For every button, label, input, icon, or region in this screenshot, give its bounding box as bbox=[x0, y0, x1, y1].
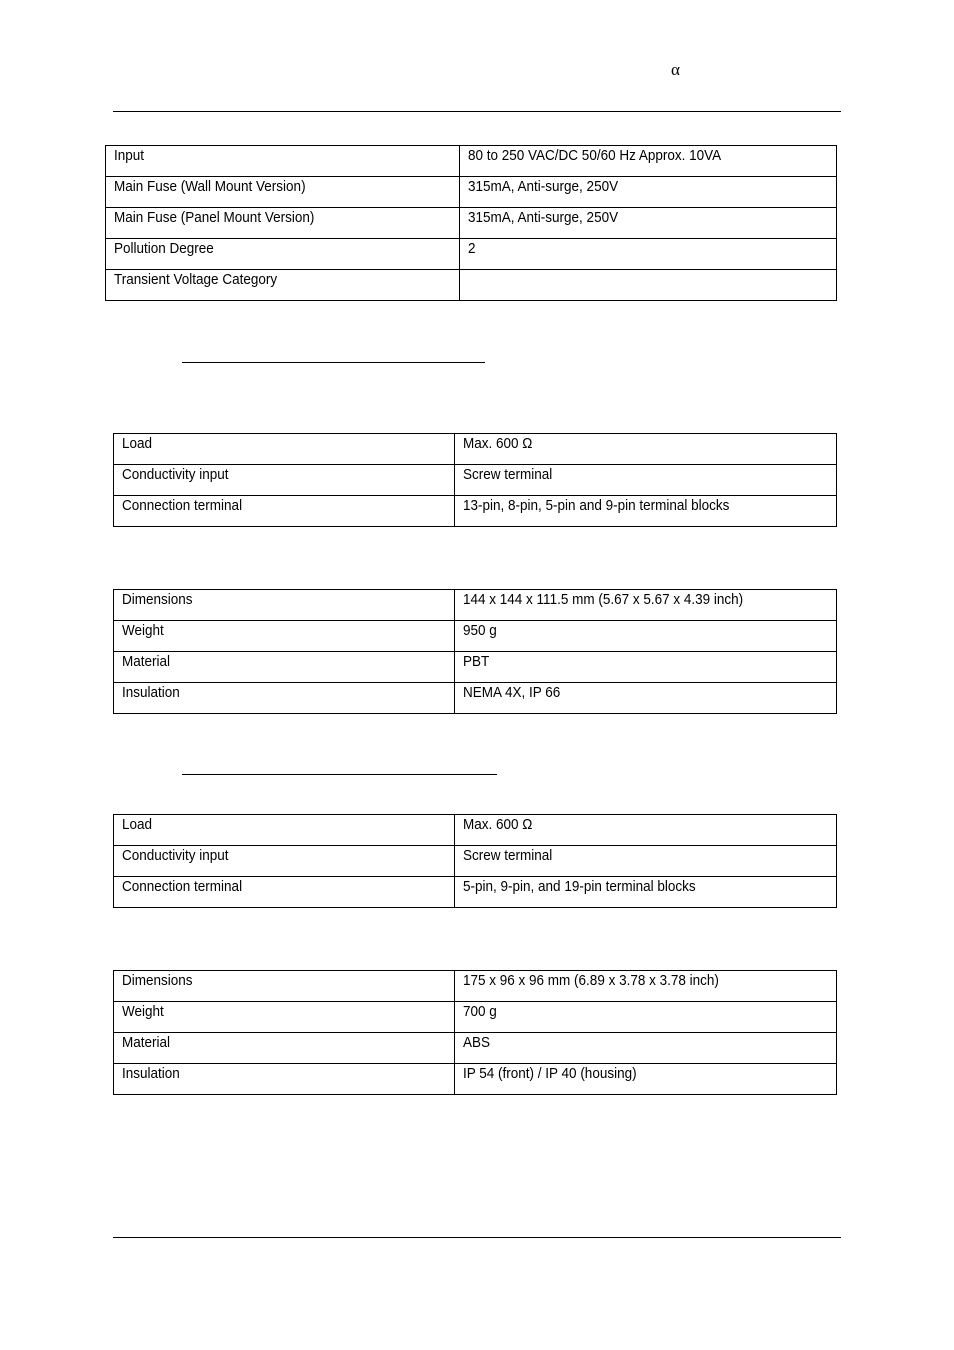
spec-value: Screw terminal bbox=[455, 846, 837, 877]
panel-electrical-table bbox=[113, 814, 837, 908]
table-row bbox=[114, 1033, 837, 1064]
spec-label: Transient Voltage Category bbox=[106, 270, 460, 301]
table-row bbox=[114, 496, 837, 527]
spec-value: PBT bbox=[455, 652, 837, 683]
spec-value: IP 54 (front) / IP 40 (housing) bbox=[455, 1064, 837, 1095]
spec-label: Dimensions bbox=[114, 971, 455, 1002]
table-row bbox=[114, 877, 837, 908]
footer-rule bbox=[113, 1237, 841, 1238]
spec-label: Load bbox=[114, 434, 455, 465]
spec-label: Material bbox=[114, 1033, 455, 1064]
table-row bbox=[114, 621, 837, 652]
power-spec-table bbox=[105, 145, 837, 301]
spec-value: 950 g bbox=[455, 621, 837, 652]
table-row bbox=[114, 815, 837, 846]
table-row bbox=[114, 1002, 837, 1033]
spec-label: Conductivity input bbox=[114, 846, 455, 877]
table-row bbox=[114, 683, 837, 714]
spec-value bbox=[460, 270, 837, 301]
spec-value: 13-pin, 8-pin, 5-pin and 9-pin terminal blocks bbox=[455, 496, 837, 527]
header-alpha-symbol: α bbox=[671, 60, 680, 79]
table-row bbox=[106, 208, 837, 239]
table-row bbox=[106, 239, 837, 270]
spec-label: Insulation bbox=[114, 1064, 455, 1095]
spec-label: Weight bbox=[114, 1002, 455, 1033]
spec-value: 2 bbox=[460, 239, 837, 270]
spec-label: Main Fuse (Wall Mount Version) bbox=[106, 177, 460, 208]
spec-label: Pollution Degree bbox=[106, 239, 460, 270]
spec-label: Weight bbox=[114, 621, 455, 652]
spec-value: Screw terminal bbox=[455, 465, 837, 496]
header-rule bbox=[113, 111, 841, 112]
section-heading-underline bbox=[182, 774, 497, 775]
spec-label: Main Fuse (Panel Mount Version) bbox=[106, 208, 460, 239]
spec-value: 80 to 250 VAC/DC 50/60 Hz Approx. 10VA bbox=[460, 146, 837, 177]
spec-value: ABS bbox=[455, 1033, 837, 1064]
wall-mechanical-table bbox=[113, 589, 837, 714]
spec-value: 5-pin, 9-pin, and 19-pin terminal blocks bbox=[455, 877, 837, 908]
spec-value: 175 x 96 x 96 mm (6.89 x 3.78 x 3.78 inch) bbox=[455, 971, 837, 1002]
spec-value: 315mA, Anti-surge, 250V bbox=[460, 177, 837, 208]
table-row bbox=[114, 652, 837, 683]
spec-value: Max. 600 Ω bbox=[455, 815, 837, 846]
spec-label: Conductivity input bbox=[114, 465, 455, 496]
section-heading-underline bbox=[182, 362, 485, 363]
panel-mechanical-table bbox=[113, 970, 837, 1095]
spec-label: Connection terminal bbox=[114, 877, 455, 908]
spec-value: NEMA 4X, IP 66 bbox=[455, 683, 837, 714]
table-row bbox=[114, 1064, 837, 1095]
table-row bbox=[114, 434, 837, 465]
spec-label: Connection terminal bbox=[114, 496, 455, 527]
spec-label: Load bbox=[114, 815, 455, 846]
table-row bbox=[114, 846, 837, 877]
wall-electrical-table bbox=[113, 433, 837, 527]
spec-label: Insulation bbox=[114, 683, 455, 714]
spec-value: 700 g bbox=[455, 1002, 837, 1033]
table-row bbox=[106, 270, 837, 301]
spec-label: Input bbox=[106, 146, 460, 177]
spec-value: Max. 600 Ω bbox=[455, 434, 837, 465]
spec-label: Material bbox=[114, 652, 455, 683]
table-row bbox=[114, 465, 837, 496]
table-row bbox=[106, 146, 837, 177]
spec-value: 144 x 144 x 111.5 mm (5.67 x 5.67 x 4.39 inch) bbox=[455, 590, 837, 621]
spec-label: Dimensions bbox=[114, 590, 455, 621]
table-row bbox=[106, 177, 837, 208]
table-row bbox=[114, 590, 837, 621]
table-row bbox=[114, 971, 837, 1002]
spec-value: 315mA, Anti-surge, 250V bbox=[460, 208, 837, 239]
